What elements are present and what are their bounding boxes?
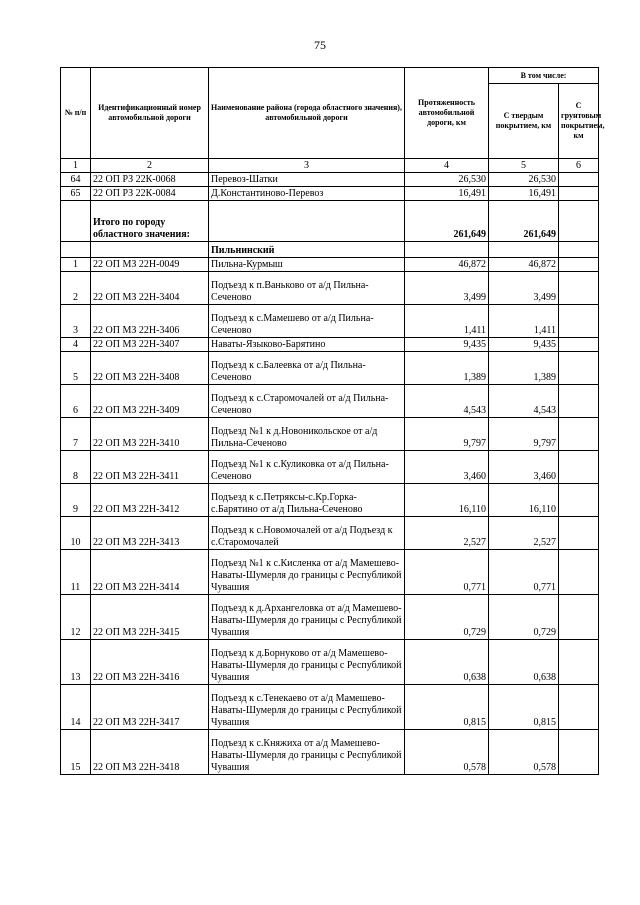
row-name: Перевоз-Шатки: [209, 173, 405, 187]
row-id: 22 ОП МЗ 22Н-3411: [91, 451, 209, 484]
row-id: 22 ОП МЗ 22Н-3409: [91, 385, 209, 418]
column-number: 1: [61, 159, 91, 173]
row-dirt: [559, 173, 599, 187]
total-hard: 261,649: [489, 201, 559, 242]
row-hard: 0,638: [489, 640, 559, 685]
row-length: 0,815: [405, 685, 489, 730]
row-hard: 3,460: [489, 451, 559, 484]
header-length: Протяженность автомобильной дороги, км: [405, 68, 489, 159]
row-hard: 9,797: [489, 418, 559, 451]
row-dirt: [559, 685, 599, 730]
row-num: 2: [61, 272, 91, 305]
row-hard: 16,110: [489, 484, 559, 517]
row-hard: 2,527: [489, 517, 559, 550]
row-hard: 1,389: [489, 352, 559, 385]
row-id: 22 ОП МЗ 22Н-0049: [91, 258, 209, 272]
row-hard: 46,872: [489, 258, 559, 272]
row-num: 4: [61, 338, 91, 352]
row-hard: 26,530: [489, 173, 559, 187]
row-num: 13: [61, 640, 91, 685]
table-row: [61, 484, 599, 517]
table-row: [61, 451, 599, 484]
header-hard: С твердым покрытием, км: [489, 84, 559, 159]
row-dirt: [559, 385, 599, 418]
row-dirt: [559, 550, 599, 595]
table-row: [61, 550, 599, 595]
column-number: 3: [209, 159, 405, 173]
row-name: Подъезд к с.Новомочалей от а/д Подъезд к с.Старомочалей: [209, 517, 405, 550]
row-dirt: [559, 730, 599, 775]
row-name: Подъезд к с.Петряксы-с.Кр.Горка-с.Барятино от а/д Пильна-Сеченово: [209, 484, 405, 517]
row-num: 1: [61, 258, 91, 272]
row-length: 3,460: [405, 451, 489, 484]
table-row: [61, 272, 599, 305]
row-num: 15: [61, 730, 91, 775]
table-row: [61, 685, 599, 730]
total-row: [61, 201, 599, 242]
row-id: 22 ОП МЗ 22Н-3416: [91, 640, 209, 685]
row-dirt: [559, 640, 599, 685]
row-dirt: [559, 451, 599, 484]
table-row: [61, 385, 599, 418]
row-hard: 4,543: [489, 385, 559, 418]
row-name: Подъезд №1 к д.Новоникольское от а/д Пильна-Сеченово: [209, 418, 405, 451]
row-num: 7: [61, 418, 91, 451]
table-row: [61, 517, 599, 550]
column-number: 5: [489, 159, 559, 173]
row-id: 22 ОП МЗ 22Н-3406: [91, 305, 209, 338]
row-length: 2,527: [405, 517, 489, 550]
row-length: 3,499: [405, 272, 489, 305]
row-num: 8: [61, 451, 91, 484]
row-hard: 3,499: [489, 272, 559, 305]
row-hard: 9,435: [489, 338, 559, 352]
row-id: 22 ОП МЗ 22Н-3408: [91, 352, 209, 385]
row-hard: 0,815: [489, 685, 559, 730]
row-id: 22 ОП МЗ 22Н-3404: [91, 272, 209, 305]
row-length: 1,389: [405, 352, 489, 385]
column-number: 6: [559, 159, 599, 173]
total-length: 261,649: [405, 201, 489, 242]
table-row: [61, 352, 599, 385]
row-num: 11: [61, 550, 91, 595]
row-length: 1,411: [405, 305, 489, 338]
row-length: 0,578: [405, 730, 489, 775]
row-id: 22 ОП МЗ 22Н-3410: [91, 418, 209, 451]
roads-table: [60, 67, 605, 775]
row-name: Подъезд к с.Мамешево от а/д Пильна-Сеченово: [209, 305, 405, 338]
row-num: 12: [61, 595, 91, 640]
row-name: Подъезд №1 к с.Кисленка от а/д Мамешево-Наваты-Шумерля до границы с Республикой Чувашия: [209, 550, 405, 595]
row-id: 22 ОП МЗ 22Н-3415: [91, 595, 209, 640]
row-hard: 0,771: [489, 550, 559, 595]
table-row: [61, 173, 599, 187]
row-id: 22 ОП РЗ 22К-0084: [91, 187, 209, 201]
row-id: 22 ОП РЗ 22К-0068: [91, 173, 209, 187]
road-rows: [61, 258, 599, 775]
header-including: В том числе:: [489, 68, 599, 84]
row-name: Подъезд к с.Княжиха от а/д Мамешево-Наваты-Шумерля до границы с Республикой Чувашия: [209, 730, 405, 775]
row-name: Пильна-Курмыш: [209, 258, 405, 272]
header-name: Наименование района (города областного значения), автомобильной дороги: [209, 68, 405, 159]
row-length: 0,771: [405, 550, 489, 595]
table-row: [61, 338, 599, 352]
row-dirt: [559, 338, 599, 352]
header-id: Идентификационный номер автомобильной дороги: [91, 68, 209, 159]
row-id: 22 ОП МЗ 22Н-3418: [91, 730, 209, 775]
row-id: 22 ОП МЗ 22Н-3413: [91, 517, 209, 550]
row-id: 22 ОП МЗ 22Н-3412: [91, 484, 209, 517]
row-dirt: [559, 272, 599, 305]
row-dirt: [559, 595, 599, 640]
row-name: Подъезд к с.Старомочалей от а/д Пильна-Сеченово: [209, 385, 405, 418]
row-name: Подъезд к с.Балеевка от а/д Пильна-Сеченово: [209, 352, 405, 385]
row-length: 4,543: [405, 385, 489, 418]
header-dirt: С грунтовым покрытием, км: [559, 84, 599, 159]
row-name: Подъезд к п.Ваньково от а/д Пильна-Сеченово: [209, 272, 405, 305]
row-name: Подъезд №1 к с.Куликовка от а/д Пильна-Сеченово: [209, 451, 405, 484]
total-label: Итого по городу областного значения:: [91, 201, 209, 242]
row-dirt: [559, 484, 599, 517]
row-num: 64: [61, 173, 91, 187]
header-num: № п/п: [61, 68, 91, 159]
column-numbers-row: [61, 159, 599, 173]
page-number: 75: [314, 38, 326, 52]
table-row: [61, 595, 599, 640]
table-row: [61, 730, 599, 775]
row-name: Подъезд к д.Архангеловка от а/д Мамешево-Наваты-Шумерля до границы с Республикой Чувашия: [209, 595, 405, 640]
row-name: Наваты-Языково-Барятино: [209, 338, 405, 352]
column-number: 4: [405, 159, 489, 173]
row-num: 9: [61, 484, 91, 517]
row-length: 0,638: [405, 640, 489, 685]
row-dirt: [559, 517, 599, 550]
row-num: 14: [61, 685, 91, 730]
row-length: 46,872: [405, 258, 489, 272]
table-row: [61, 418, 599, 451]
row-dirt: [559, 305, 599, 338]
table-row: [61, 305, 599, 338]
column-number: 2: [91, 159, 209, 173]
row-num: 10: [61, 517, 91, 550]
row-name: Подъезд к д.Борнуково от а/д Мамешево-Наваты-Шумерля до границы с Республикой Чувашия: [209, 640, 405, 685]
row-length: 9,797: [405, 418, 489, 451]
row-length: 0,729: [405, 595, 489, 640]
row-num: 5: [61, 352, 91, 385]
row-dirt: [559, 352, 599, 385]
row-length: 26,530: [405, 173, 489, 187]
row-name: Д.Константиново-Перевоз: [209, 187, 405, 201]
row-num: 65: [61, 187, 91, 201]
header-row-top: [61, 68, 599, 84]
row-id: 22 ОП МЗ 22Н-3417: [91, 685, 209, 730]
row-hard: 1,411: [489, 305, 559, 338]
row-length: 9,435: [405, 338, 489, 352]
row-hard: 0,729: [489, 595, 559, 640]
row-id: 22 ОП МЗ 22Н-3407: [91, 338, 209, 352]
row-length: 16,491: [405, 187, 489, 201]
row-hard: 0,578: [489, 730, 559, 775]
table-row: [61, 640, 599, 685]
row-dirt: [559, 258, 599, 272]
row-num: 6: [61, 385, 91, 418]
district-name: Пильнинский: [209, 242, 405, 258]
table-row: [61, 187, 599, 201]
district-row: [61, 242, 599, 258]
row-name: Подъезд к с.Тенекаево от а/д Мамешево-Наваты-Шумерля до границы с Республикой Чувашия: [209, 685, 405, 730]
row-num: 3: [61, 305, 91, 338]
row-hard: 16,491: [489, 187, 559, 201]
row-dirt: [559, 418, 599, 451]
row-dirt: [559, 187, 599, 201]
row-id: 22 ОП МЗ 22Н-3414: [91, 550, 209, 595]
row-length: 16,110: [405, 484, 489, 517]
table-row: [61, 258, 599, 272]
